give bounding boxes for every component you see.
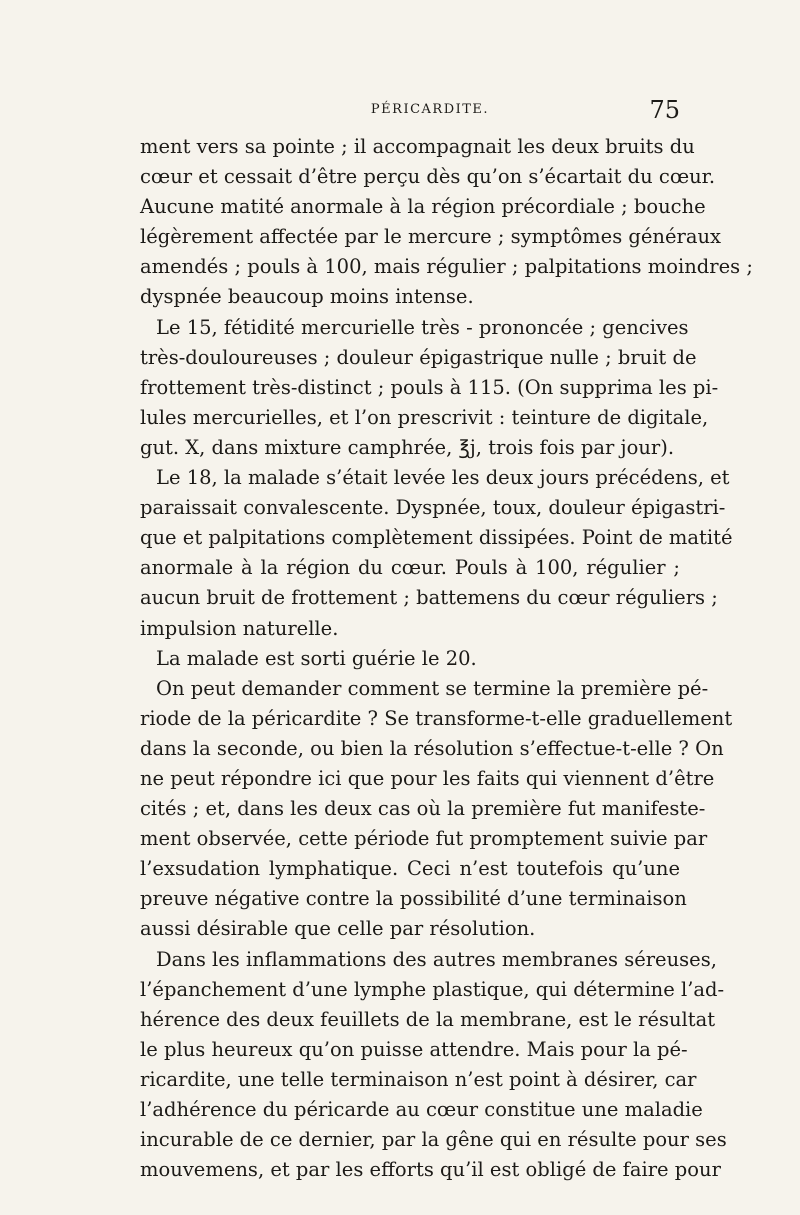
text-line: Le 15, fétidité mercurielle très - prononcée ; gencives — [156, 315, 689, 339]
page-number: 75 — [649, 96, 680, 124]
text-line: riode de la péricardite ? Se transforme-t-elle graduellement — [140, 706, 733, 730]
text-line: ment vers sa pointe ; il accompagnait les deux bruits du — [140, 135, 695, 158]
text-line: anormale à la région du cœur. Pouls à 100, régulier ; — [140, 556, 680, 580]
text-line: cœur et cessait d’être perçu dès qu’on s’écartait du cœur. — [140, 165, 716, 189]
text-line: mouvemens, et par les efforts qu’il est obligé de faire pour — [140, 1158, 721, 1182]
text-line: aucun bruit de frottement ; battemens du cœur réguliers ; — [140, 586, 718, 610]
text-line: impulsion naturelle. — [140, 616, 339, 640]
text-line: preuve négative contre la possibilité d’une terminaison — [140, 887, 687, 911]
text-line: hérence des deux feuillets de la membrane, est le résultat — [140, 1007, 716, 1031]
text-line: très-douloureuses ; douleur épigastrique nulle ; bruit de — [140, 345, 697, 369]
text-line: paraissait convalescente. Dyspnée, toux, douleur épigastri- — [140, 496, 726, 520]
running-head — [140, 96, 680, 126]
text-line: aussi désirable que celle par résolution. — [140, 917, 536, 941]
text-line: ment observée, cette période fut promptement suivie par — [140, 827, 708, 851]
text-line: gut. X, dans mixture camphrée, ℥j, trois fois par jour). — [140, 435, 675, 459]
text-line: légèrement affectée par le mercure ; symptômes généraux — [140, 225, 722, 249]
text-line: incurable de ce dernier, par la gêne qui en résulte pour ses — [140, 1128, 727, 1152]
text-line: que et palpitations complètement dissipées. Point de matité — [140, 526, 733, 550]
text-line: amendés ; pouls à 100, mais régulier ; palpitations moindres ; — [140, 255, 753, 279]
text-line: La malade est sorti guérie le 20. — [156, 646, 477, 670]
text-line: frottement très-distinct ; pouls à 115. (On supprima les pi- — [140, 375, 719, 399]
text-line: On peut demander comment se termine la première pé- — [156, 676, 709, 700]
running-title: PÉRICARDITE. — [370, 102, 490, 117]
text-line: l’exsudation lymphatique. Ceci n’est toutefois qu’une — [140, 857, 680, 881]
text-line: cités ; et, dans les deux cas où la première fut manifeste- — [140, 797, 706, 821]
text-line: ricardite, une telle terminaison n’est point à désirer, car — [140, 1067, 697, 1091]
text-line: le plus heureux qu’on puisse attendre. Mais pour la pé- — [140, 1037, 688, 1061]
text-line: lules mercurielles, et l’on prescrivit : teinture de digitale, — [140, 405, 709, 429]
text-line: l’adhérence du péricarde au cœur constitue une maladie — [140, 1098, 703, 1121]
body-text — [140, 132, 753, 1185]
text-line: Dans les inflammations des autres membranes séreuses, — [156, 947, 717, 971]
text-line: Aucune matité anormale à la région précordiale ; bouche — [140, 195, 706, 219]
text-line: Le 18, la malade s’était levée les deux jours précédens, et — [156, 466, 730, 490]
text-line: l’épanchement d’une lymphe plastique, qui détermine l’ad- — [140, 977, 725, 1001]
text-line: ne peut répondre ici que pour les faits qui viennent d’être — [140, 766, 715, 790]
text-line: dyspnée beaucoup moins intense. — [140, 285, 474, 309]
text-line: dans la seconde, ou bien la résolution s’effectue-t-elle ? On — [140, 736, 724, 760]
